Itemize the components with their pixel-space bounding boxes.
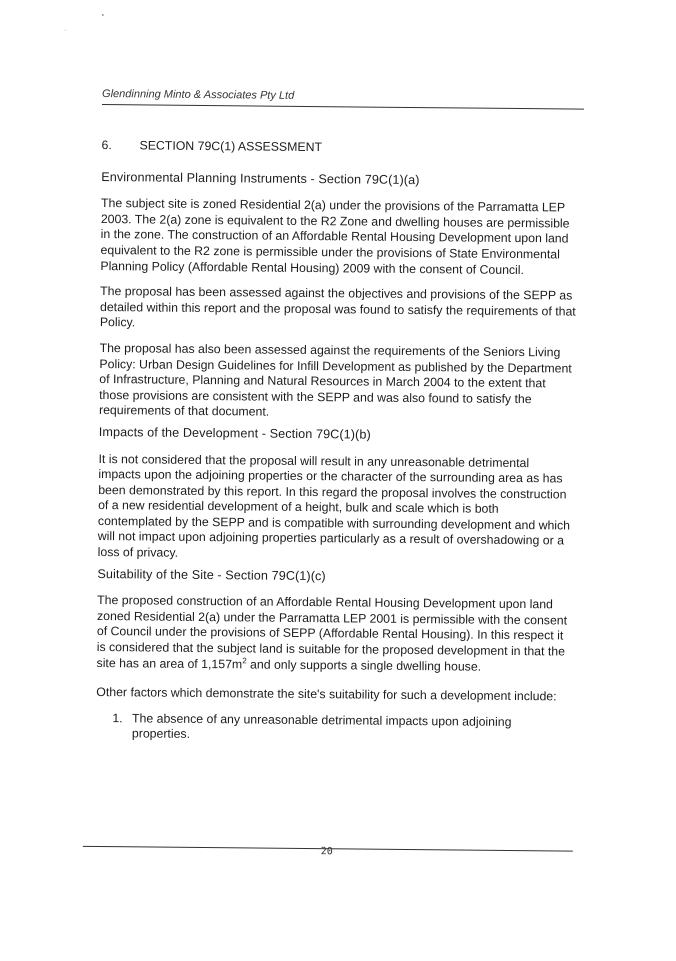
paragraph: The proposal has been assessed against the objectives and provisions of the SEPP as detailed within this report and the proposal was found to satisfy the requirements of that Policy.: [99, 284, 576, 330]
paragraph: Other factors which demonstrate the site's suitability for such a development include:: [96, 685, 557, 704]
page-content: [96, 138, 578, 747]
paragraph-text: The proposed construction of an Affordable Rental Housing Development upon land zoned Residential 2(a) under the Parramatta LEP 2001 is permissible with the consent of Council under the provisions of SEPP (Affordable Rental Housing). In this respect it is considered that the subject land is suitable for the proposed development in that the site has an area of 1,157m: [96, 593, 568, 672]
heading-impacts: Impacts of the Development - Section 79C(1)(b): [98, 424, 371, 442]
section-title: [101, 138, 577, 158]
paragraph: The subject site is zoned Residential 2(a) under the provisions of the Parramatta LEP 2003. The 2(a) zone is equivalent to the R2 Zone and dwelling houses are permissible in the zone. The construction of an Affordable Rental Housing Development upon land equivalent to the R2 zone is permissible under the provisions of State Environmental Planning Policy (Affordable Rental Housing) 2009 with the consent of Council.: [100, 196, 570, 277]
section-number: 6.: [101, 138, 112, 153]
paragraph-suitability: [97, 593, 574, 676]
scan-speck: [65, 30, 66, 31]
running-header: Glendinning Minto & Associates Pty Ltd: [101, 88, 295, 102]
scan-speck: [102, 14, 104, 16]
paragraph: The proposal has also been assessed against the requirements of the Seniors Living Policy: Urban Design Guidelines for Infill Development as published by the Department of Infrastructure, Planning and Natural Resources in March 2004 to the extent that those provisions are consistent with the SEPP and was also found to satisfy the requirements of that document.: [98, 340, 572, 419]
paragraph: It is not considered that the proposal will result in any unreasonable detrimental impacts upon the adjoining properties or the character of the surrounding area as has been demonstrated by this report. In this regard the proposal involves the construction of a new residential development of a height, bulk and scale which is both contemplated by the SEPP and is compatible with surrounding development and which will not impact upon adjoining properties particularly as a result of overshadowing or a loss of privacy.: [97, 451, 571, 560]
factors-list: [96, 711, 572, 747]
heading-suitability: Suitability of the Site - Section 79C(1)(c): [97, 566, 326, 583]
section-title-text: SECTION 79C(1) ASSESSMENT: [139, 138, 323, 155]
page-number: 20: [320, 846, 333, 858]
heading-environmental-planning: Environmental Planning Instruments - Section 79C(1)(a): [101, 169, 420, 187]
list-item: 1. The absence of any unreasonable detrimental impacts upon adjoining properties.: [126, 711, 572, 746]
header-rule: [102, 104, 584, 110]
paragraph-text: and only supports a single dwelling house.: [246, 657, 482, 674]
superscript: 2: [242, 655, 247, 665]
